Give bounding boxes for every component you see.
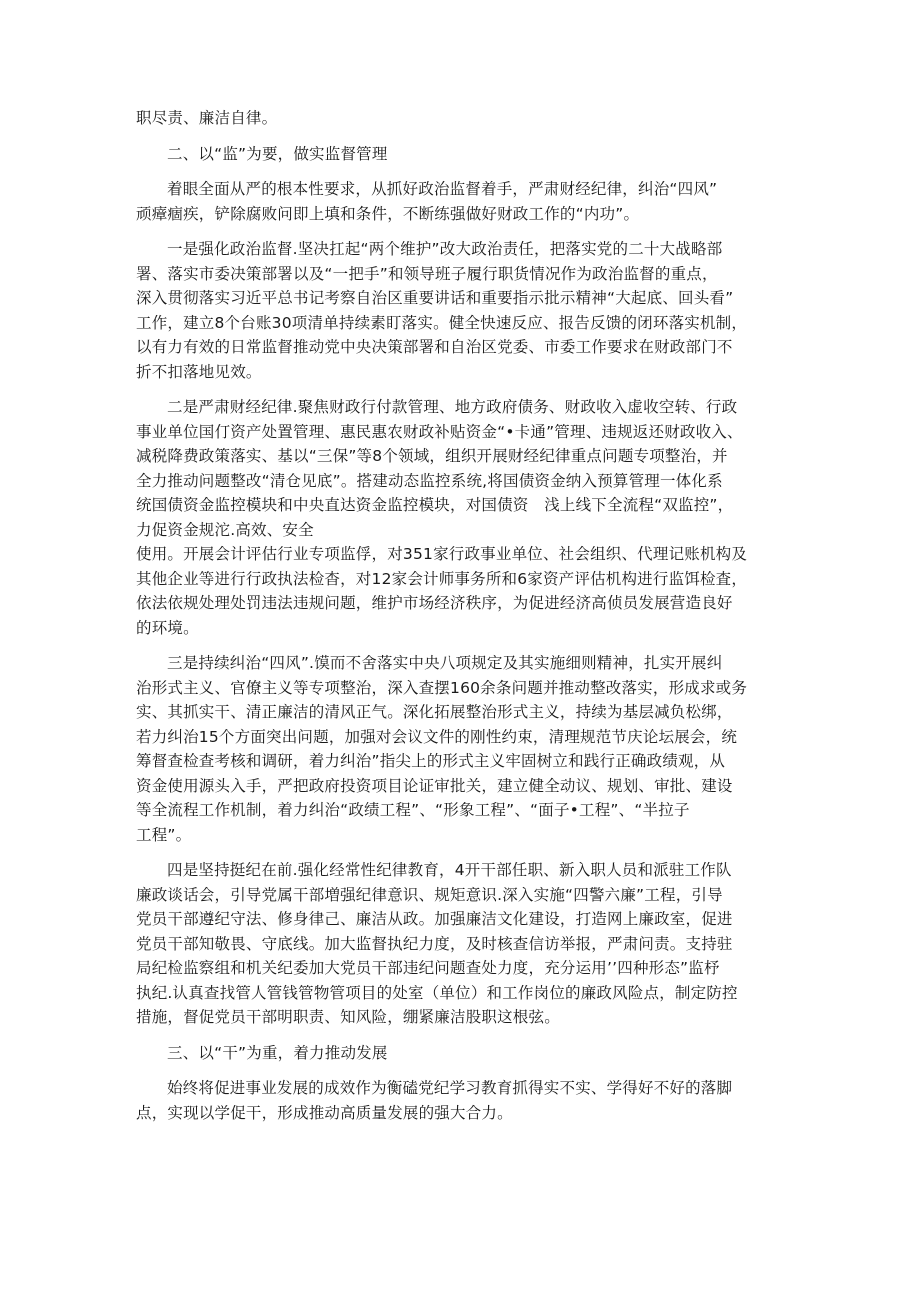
paragraph-four-winds bbox=[136, 651, 788, 847]
text-line: 深入贯彻落实习近平总书记考察自治区重要讲话和重要指示批示精神“大起底、回头看” bbox=[136, 289, 734, 307]
text-line: 的环境。 bbox=[136, 618, 199, 637]
text-line: 等全流程工作机制，着力纠治“政绩工程”、“形象工程”、“面子•工程”、“半拉子 bbox=[136, 801, 690, 819]
paragraph-financial-discipline-cont bbox=[136, 542, 788, 640]
text-line: 廉政谈话会，引导党属干部増强纪律意识、规矩意识.深入实施“四警六廉”工程，引导 bbox=[136, 885, 723, 904]
text-line: 使用。开展会计评估行业专项监俘，对351家行政事业单位、社会组织、代理记账机构及 bbox=[136, 545, 748, 563]
text-line: 点，实现以学促干，形成推动高质量发展的强大合力。 bbox=[136, 1103, 513, 1122]
paragraph-financial-discipline bbox=[136, 395, 788, 542]
text-line: 若力纠治15个方面突出问题，加强对会议文件的刚性约束，清理规范节庆论坛展会，统 bbox=[136, 727, 738, 746]
text-line: 二是严肃财经纪律.聚焦财政行付款管理、地方政府债务、财政收入虚收空转、行政 bbox=[167, 398, 738, 416]
section-heading-3 bbox=[136, 1041, 788, 1066]
text-line: 以有力有效的日常监督推动党中央决策部署和自治区党委、市委工作要求在财政部门不 bbox=[136, 338, 733, 356]
text-line: 统国债资金监控模块和中央直达资金监控模块，对国债资 浅上线下全流程“双监控”， bbox=[136, 496, 734, 514]
text-line: 工程”。 bbox=[136, 825, 192, 844]
text-line: 着眼全面从严的根本性要求，从抓好政治监督着手，严肃财经纪律，纠治“四风” bbox=[167, 180, 718, 198]
text-line: 一是强化政治监督.坚决扛起“两个维护”改大政治责任，把落实党的二十大战略部 bbox=[167, 240, 723, 258]
text-line: 实、其抓实干、清正廉洁的清风正气。深化拓展整治形式主义，持续为基层减负松绑， bbox=[136, 703, 733, 721]
text-line: 职尽责、廉洁自律。 bbox=[136, 109, 278, 127]
document-page bbox=[136, 106, 788, 1125]
text-line: 资金使用源头入手，严把政府投资项目论证审批关，建立健全动议、规划、审批、建设 bbox=[136, 776, 733, 795]
text-line: 事业单位国仃资产处置管理、惠民惠农财政补贴资金“•卡通”管理、违规返还财政收入、 bbox=[136, 422, 743, 441]
text-line: 工作，建立8个台账30项清单持续素盯落实。健全快速反应、报告反馈的闭环落实机制， bbox=[136, 313, 748, 332]
text-line: 其他企业等进行行政执法检杳，对12家会计师事务所和6家资产评估机构进行监饵检査， bbox=[136, 569, 748, 588]
text-line: 措施，督促党员干部明职责、知风险，绷紧廉洁股职这根弦。 bbox=[136, 1008, 560, 1026]
text-line: 四是坚持挺纪在前.强化经常性纪律教育，4开干部任职、新入职人员和派驻工作队 bbox=[167, 861, 732, 879]
text-line: 治形式主义、官僚主义等专项整治，深入查摆160余条问题并推动整改落实，形成求或务 bbox=[136, 678, 748, 697]
heading-line: 二、以“监”为要，做实监督管理 bbox=[167, 144, 388, 163]
text-line: 力促资金规沱.高效、安全 bbox=[136, 520, 314, 539]
text-line: 三是持续纠治“四风”.馍而不舍落实中央八项规定及其实施细则精神，扎实开展纠 bbox=[167, 654, 723, 672]
text-line: 折不扣落地见效。 bbox=[136, 362, 262, 381]
text-line: 顽瘴痼疾，铲除腐败问即上填和条件，不断练强做好财政工作的“内功”。 bbox=[136, 204, 640, 223]
text-line: 始终将促进事业发展的成效作为衡磕党纪学习教育抓得实不实、学得好不好的落脚 bbox=[167, 1079, 733, 1097]
paragraph-3 bbox=[136, 177, 788, 226]
text-line: 依法依规处理处罚违法违规问题，维护市场经济秩序，为促进经济高侦员发展营造良好 bbox=[136, 594, 733, 612]
text-line: 筹督查检查考核和调研，着力纠治”指尖上的形式主义牢固树立和践行正确政绩观，从 bbox=[136, 752, 726, 770]
text-line: 党员干部遵纪守法、修身律己、廉洁从政。加强廉洁文化建设，打造网上廉政室，促进 bbox=[136, 910, 733, 928]
paragraph-development bbox=[136, 1076, 788, 1125]
text-line: 全力推动问题整改“清仓见底”。搭建动态监控系统,将国债资金纳入预算管理一体化系 bbox=[136, 471, 723, 490]
heading-line: 三、以“干”为重，着力推动发展 bbox=[167, 1043, 388, 1062]
paragraph-1 bbox=[136, 106, 788, 131]
paragraph-discipline-first bbox=[136, 858, 788, 1030]
text-line: 减税降费政策落实、基以“三保”等8个领域，组织开展财经纪律重点问题专项整治，并 bbox=[136, 447, 728, 465]
paragraph-political-supervision bbox=[136, 237, 788, 384]
section-heading-2 bbox=[136, 142, 788, 167]
text-line: 党员干部知敬畏、守底线。加大监督执纪力度，及时核查信访举报，严肃问责。支持驻 bbox=[136, 934, 733, 953]
text-line: 执纪.认真查找管人管钱管物管项目的处室（单位）和工作岗位的廉政风险点，制定防控 bbox=[136, 983, 738, 1002]
text-line: 署、落实市委决策部署以及“一把手”和领导班子履行职货情况作为政治监督的重点， bbox=[136, 264, 718, 283]
text-line: 局纪检监察组和机关纪委加大党员干部违纪问题查处力度，充分运用’’四种形态”监杼 bbox=[136, 959, 720, 977]
